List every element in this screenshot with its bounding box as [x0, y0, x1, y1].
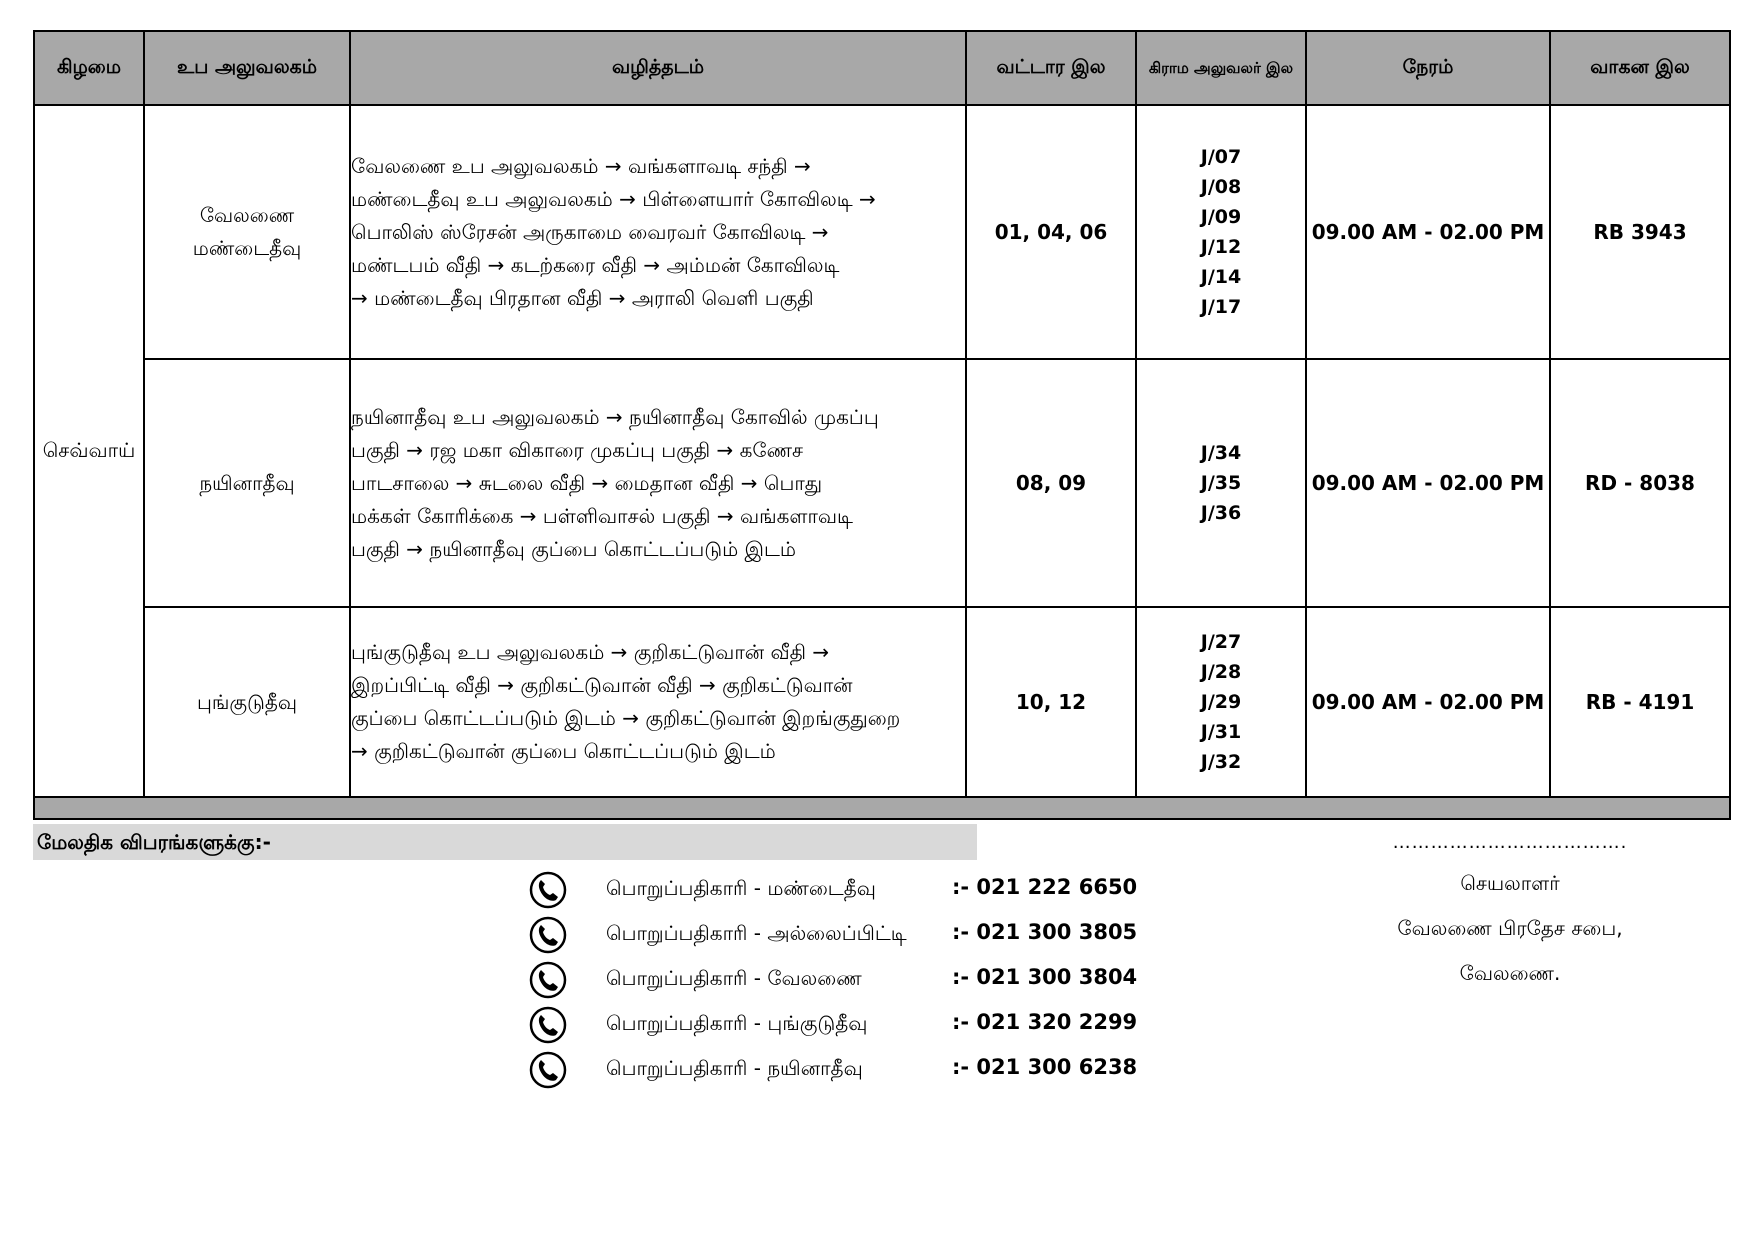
gn-code: J/08 — [1200, 176, 1242, 198]
header-office: உப அலுவலகம் — [144, 31, 350, 105]
contact-list — [520, 868, 1140, 1093]
table-footer-bar — [34, 797, 1730, 819]
office-name: புங்குடுதீவு — [196, 689, 298, 714]
phone-icon — [528, 960, 568, 1000]
signature-place: வேலணை. — [1459, 961, 1561, 985]
route-line: மண்டைதீவு உப அலுவலகம் → பிள்ளையார் கோவிலடி → — [351, 186, 876, 211]
list-item — [520, 913, 1140, 958]
route-line: → குறிகட்டுவான் குப்பை கொட்டப்படும் இடம் — [351, 739, 776, 763]
office-name: வேலணை — [199, 203, 295, 227]
gn-cell — [1136, 105, 1306, 359]
list-item — [520, 868, 1140, 913]
route-line: இறப்பிட்டி வீதி → குறிகட்டுவான் வீதி → குறிகட்டுவான் — [351, 673, 853, 697]
office-cell — [144, 105, 350, 359]
header-gn: கிராம அலுவலர் இல — [1136, 31, 1306, 105]
signature-line: ………………………………. — [1392, 832, 1628, 853]
route-cell — [350, 105, 966, 359]
gn-code: J/28 — [1200, 661, 1242, 683]
contact-label: பொறுப்பதிகாரி - மண்டைதீவு — [606, 876, 876, 900]
gn-code: J/29 — [1200, 691, 1242, 713]
table-row — [34, 359, 1730, 607]
signature-org: வேலணை பிரதேச சபை, — [1397, 916, 1623, 940]
gn-cell — [1136, 607, 1306, 797]
contact-label: பொறுப்பதிகாரி - வேலணை — [606, 966, 862, 990]
office-name: மண்டைதீவு — [192, 236, 302, 260]
table-row — [34, 105, 1730, 359]
gn-code: J/35 — [1200, 472, 1242, 494]
phone-icon — [528, 915, 568, 955]
contact-number: :- 021 300 6238 — [952, 1055, 1138, 1079]
header-vehicle: வாகன இல — [1550, 31, 1730, 105]
office-cell — [144, 607, 350, 797]
contact-number: :- 021 300 3805 — [952, 920, 1138, 944]
route-line: மக்கள் கோரிக்கை → பள்ளிவாசல் பகுதி → வங்களாவடி — [351, 503, 853, 528]
time-cell: 09.00 AM - 02.00 PM — [1306, 359, 1550, 607]
route-line: பகுதி → நயினாதீவு குப்பை கொட்டப்படும் இடம் — [351, 536, 797, 561]
phone-icon — [528, 870, 568, 910]
footer-cell — [34, 797, 1730, 819]
gn-code: J/36 — [1200, 502, 1242, 524]
route-line: பகுதி → ரஜ மகா விகாரை முகப்பு பகுதி → கணேச — [351, 437, 804, 462]
route-line: மண்டபம் வீதி → கடற்கரை வீதி → அம்மன் கோவிலடி — [351, 252, 840, 277]
contact-label: பொறுப்பதிகாரி - அல்லைப்பிட்டி — [606, 921, 907, 945]
route-line: → மண்டைதீவு பிரதான வீதி → அராலி வெளி பகுதி — [351, 285, 814, 310]
contact-label: பொறுப்பதிகாரி - நயினாதீவு — [606, 1056, 863, 1080]
office-cell — [144, 359, 350, 607]
route-line: புங்குடுதீவு உப அலுவலகம் → குறிகட்டுவான் வீதி → — [351, 640, 830, 664]
time-cell: 09.00 AM - 02.00 PM — [1306, 607, 1550, 797]
signature-block — [1380, 832, 1640, 996]
vehicle-cell: RB 3943 — [1550, 105, 1730, 359]
signature-title: செயலாளர் — [1460, 871, 1560, 895]
ward-cell: 10, 12 — [966, 607, 1136, 797]
route-line: குப்பை கொட்டப்படும் இடம் → குறிகட்டுவான் இறங்குதுறை — [351, 706, 901, 730]
vehicle-cell: RD - 8038 — [1550, 359, 1730, 607]
route-line: வேலணை உப அலுவலகம் → வங்களாவடி சந்தி → — [351, 153, 811, 178]
list-item — [520, 958, 1140, 1003]
list-item — [520, 1003, 1140, 1048]
route-line: பொலிஸ் ஸ்ரேசன் அருகாமை வைரவர் கோவிலடி → — [351, 219, 829, 244]
route-cell — [350, 359, 966, 607]
header-time: நேரம் — [1306, 31, 1550, 105]
contact-number: :- 021 300 3804 — [952, 965, 1138, 989]
more-info-label: மேலதிக விபரங்களுக்கு:- — [33, 824, 977, 860]
ward-cell: 08, 09 — [966, 359, 1136, 607]
gn-code: J/14 — [1200, 266, 1242, 288]
gn-code: J/07 — [1200, 146, 1242, 168]
table-row — [34, 607, 1730, 797]
route-line: பாடசாலை → சுடலை வீதி → மைதான வீதி → பொது — [351, 470, 823, 495]
day-cell: செவ்வாய் — [34, 105, 144, 797]
contact-label: பொறுப்பதிகாரி - புங்குடுதீவு — [606, 1011, 868, 1035]
vehicle-cell: RB - 4191 — [1550, 607, 1730, 797]
gn-code: J/17 — [1200, 296, 1242, 318]
route-line: நயினாதீவு உப அலுவலகம் → நயினாதீவு கோவில் முகப்பு — [351, 404, 879, 429]
schedule-table — [33, 30, 1731, 820]
route-cell — [350, 607, 966, 797]
phone-icon — [528, 1005, 568, 1045]
contact-number: :- 021 222 6650 — [952, 875, 1138, 899]
office-name: நயினாதீவு — [199, 470, 295, 495]
ward-cell: 01, 04, 06 — [966, 105, 1136, 359]
phone-icon — [528, 1050, 568, 1090]
gn-code: J/34 — [1200, 442, 1242, 464]
gn-cell — [1136, 359, 1306, 607]
list-item — [520, 1048, 1140, 1093]
header-route: வழித்தடம் — [350, 31, 966, 105]
gn-code: J/12 — [1200, 236, 1242, 258]
gn-code: J/27 — [1200, 631, 1242, 653]
contact-number: :- 021 320 2299 — [952, 1010, 1138, 1034]
gn-code: J/09 — [1200, 206, 1242, 228]
header-day: கிழமை — [34, 31, 144, 105]
time-cell: 09.00 AM - 02.00 PM — [1306, 105, 1550, 359]
header-ward: வட்டார இல — [966, 31, 1136, 105]
header-row — [34, 31, 1730, 105]
gn-code: J/32 — [1200, 751, 1242, 773]
gn-code: J/31 — [1200, 721, 1242, 743]
